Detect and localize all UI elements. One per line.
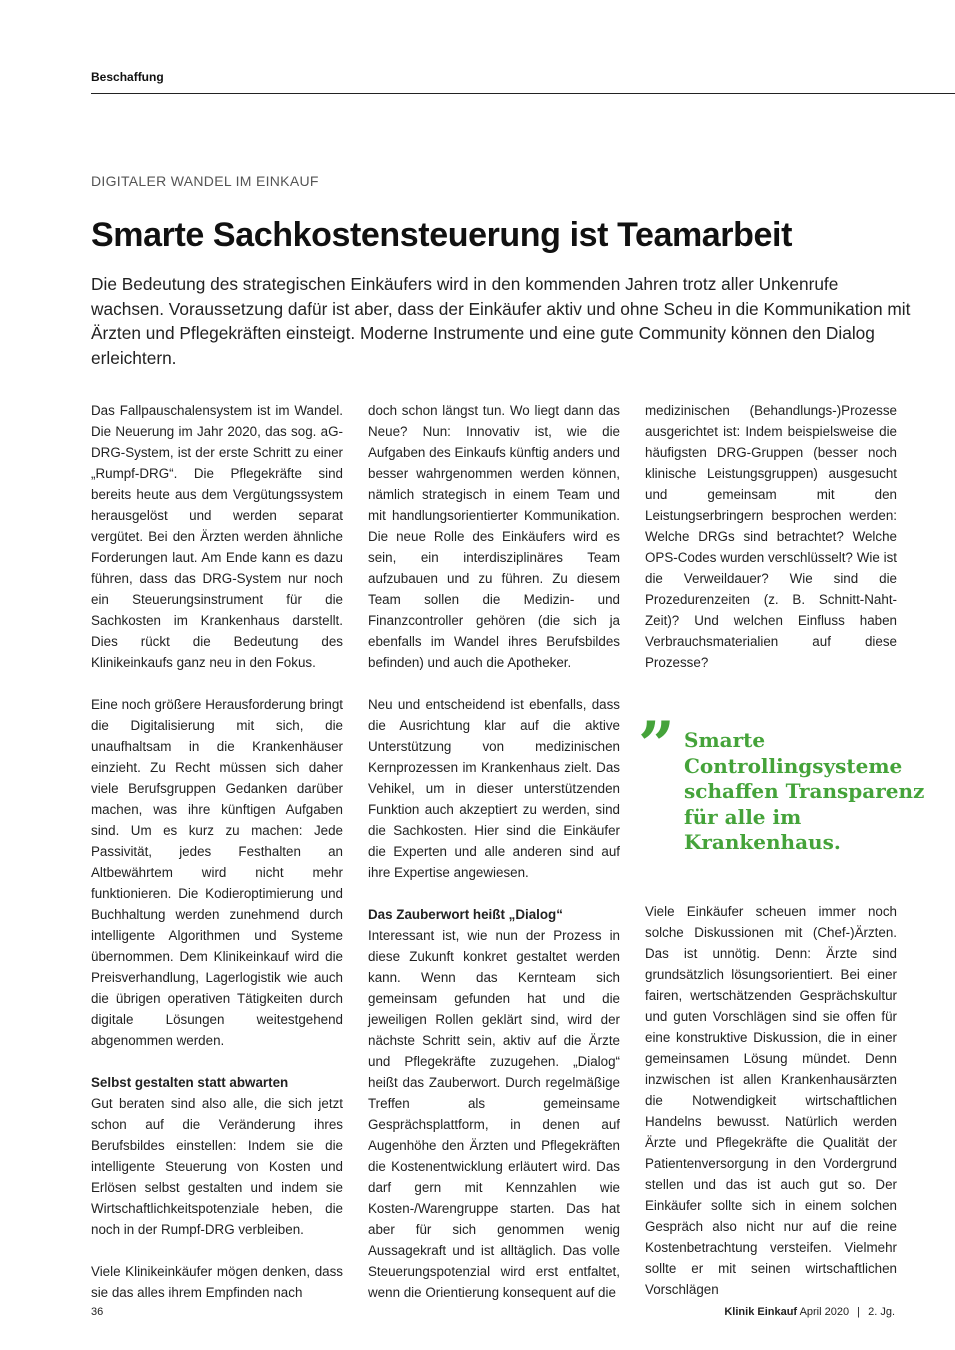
- column-1: [91, 400, 343, 1303]
- article-kicker: DIGITALER WANDEL IM EINKAUF: [91, 173, 319, 189]
- journal-name: Klinik Einkauf: [724, 1306, 798, 1318]
- paragraph: Viele Klinikeinkäufer mögen denken, dass sie das alles ihrem Empfinden nach: [91, 1264, 343, 1300]
- subheading: Das Zauberwort heißt „Dialog“: [368, 907, 563, 922]
- subheading: Selbst gestalten statt abwarten: [91, 1075, 289, 1090]
- article-lead: Die Bedeutung des strategischen Einkäufers wird in den kommenden Jahren trotz aller Unkenrufe wachsen. Voraussetzung dafür ist aber, dass der Einkäufer aktiv und ohne Scheu in die Kommunikation mit Ärzten und Pflegekräften einsteigt. Moderne Instrumente und eine gute Community können den Dialog erleichtern.: [91, 274, 911, 368]
- column-3-bottom: [645, 901, 897, 1300]
- paragraph: Gut beraten sind also alle, die sich jetzt schon auf die Veränderung ihres Berufsbildes einstellen: Indem sie die intelligente Steuerung von Kosten und Erlösen selbst gestalten und indem sie Wirtschaftlichkeitspotenziale heben, die noch in der Rumpf-DRG verbleiben.: [91, 1096, 343, 1237]
- paragraph: Das Fallpauschalensystem ist im Wandel. Die Neuerung im Jahr 2020, das sog. aG-DRG-System, ist der erste Schritt zu einer „Rumpf-DRG“. Die Pflegekräfte sind bereits heute aus dem Vergütungssystem herausgelöst und werden separat vergütet. Bei den Ärzten werden ähnliche Forderungen laut. Am Ende kann es dazu führen, dass das DRG-System nur noch ein Steuerungsinstrument für die Sachkosten im Krankenhaus darstellt. Dies rückt die Bedeutung des Klinikeinkaufs ganz neu in den Fokus.: [91, 403, 343, 670]
- section-label: Beschaffung: [91, 70, 164, 84]
- column-3-top: [645, 400, 897, 673]
- paragraph: doch schon längst tun. Wo liegt dann das Neue? Nun: Innovativ ist, wie die Aufgaben des Einkaufs künftig anders und besser wahrgenommen werden können, nämlich strategisch in einem Team und mit handlungsorientierter Kommunikation. Die neue Rolle des Einkäufers wird es sein, ein interdisziplinäres Team aufzubauen und zu führen. Zu diesem Team sollen die Medizin- und Finanzcontroller gehören (die sich ja ebenfalls im Wandel ihres Berufsbildes befinden) und auch die Apotheker.: [368, 403, 620, 670]
- header-rule: [91, 93, 955, 94]
- footer-citation: [724, 1306, 895, 1318]
- quote-mark-icon: ”: [638, 708, 675, 783]
- paragraph: Viele Einkäufer scheuen immer noch solche Diskussionen mit (Chef-)Ärzten. Das ist unnötig. Denn: Ärzte sind grundsätzlich lösungsorientiert. Bei einer fairen, wertschätzenden Gesprächskultur und guten Vorschlägen sind sie offen für eine konstruktive Diskussion, die in einer gemeinsamen Lösung mündet. Denn inzwischen ist allen Krankenhausärzten die Notwendigkeit wirtschaftlichen Handelns bewusst. Natürlich werden Ärzte und Pflegekräfte die Qualität der Patientenversorgung in den Vordergrund stellen und das ist auch gut so. Der Einkäufer sollte sich in einem solchen Gespräch also nicht nur auf die reine Kostenbetrachtung versteifen. Vielmehr sollte er mit seinen wirtschaftlichen Vorschlägen: [645, 904, 897, 1297]
- paragraph: Eine noch größere Herausforderung bringt die Digitalisierung mit sich, die unaufhaltsam in die Krankenhäuser einzieht. Zu Recht müssen sich daher viele Berufsgruppen Gedanken darüber machen, was ihre künftigen Aufgaben sind. Um es kurz zu machen: Jede Passivität, jedes Festhalten an Altbewährtem wird nicht mehr funktionieren. Die Kodieroptimierung und Buchhaltung werden zunehmend durch intelligente Algorithmen und Systeme übernommen. Dem Klinikeinkauf wird die Preisverhandlung, Lagerlogistik wie auch die übrigen operativen Tätigkeiten durch digitale Lösungen weitestgehend abgenommen werden.: [91, 697, 343, 1048]
- volume: 2. Jg.: [868, 1306, 895, 1318]
- pull-quote-text: Smarte Controllingsysteme schaffen Transparenz für alle im Krankenhaus.: [684, 728, 925, 854]
- paragraph: Neu und entscheidend ist ebenfalls, dass die Ausrichtung klar auf die aktive Unterstützung von medizinischen Kernprozessen im Krankenhaus zielt. Das Vehikel, um in dieser unterstützenden Funktion auch akzeptiert zu werden, sind die Sachkosten. Hier sind die Einkäufer die Experten und alle anderen sind auf ihre Expertise angewiesen.: [368, 697, 620, 880]
- page-number: 36: [91, 1306, 104, 1318]
- column-2: [368, 400, 620, 1303]
- paragraph: Interessant ist, wie nun der Prozess in diese Zukunft konkret gestaltet werden kann. Wenn das Kernteam sich gemeinsam gefunden hat und die jeweiligen Rollen geklärt sind, wird der nächste Schritt sein, aktiv auf die Ärzte und Pflegekräfte zuzugehen. „Dialog“ heißt das Zauberwort. Durch regelmäßige Treffen als gemeinsame Gesprächsplattform, in denen auf Augenhöhe den Ärzten und Pflegekräften die Kostenentwicklung erläutert wird. Das darf gern mit Kennzahlen wie Kosten-/Warengruppe starten. Das hat aber für sich genommen wenig Aussagekraft und ist alltäglich. Das volle Steuerungspotenzial wird erst entfaltet, wenn die Orientierung konsequent auf die: [368, 928, 620, 1300]
- issue-date: April 2020: [799, 1306, 850, 1318]
- article-title: Smarte Sachkostensteuerung ist Teamarbeit: [91, 216, 792, 254]
- paragraph: medizinischen (Behandlungs-)Prozesse ausgerichtet ist: Indem beispielsweise die häufigsten DRG-Gruppen (besser noch klinische Leistungsgruppen) ausgesucht und gemeinsam mit den Leistungserbringern besprochen werden: Welche DRGs sind betrachtet? Welche OPS-Codes wurden verschlüsselt? Wie ist die Verweildauer? Wie sind die Prozedurenzeiten (z. B. Schnitt-Naht-Zeit)? Und welchen Einfluss haben Verbrauchsmaterialien auf diese Prozesse?: [645, 403, 897, 670]
- footer-separator: |: [857, 1306, 861, 1318]
